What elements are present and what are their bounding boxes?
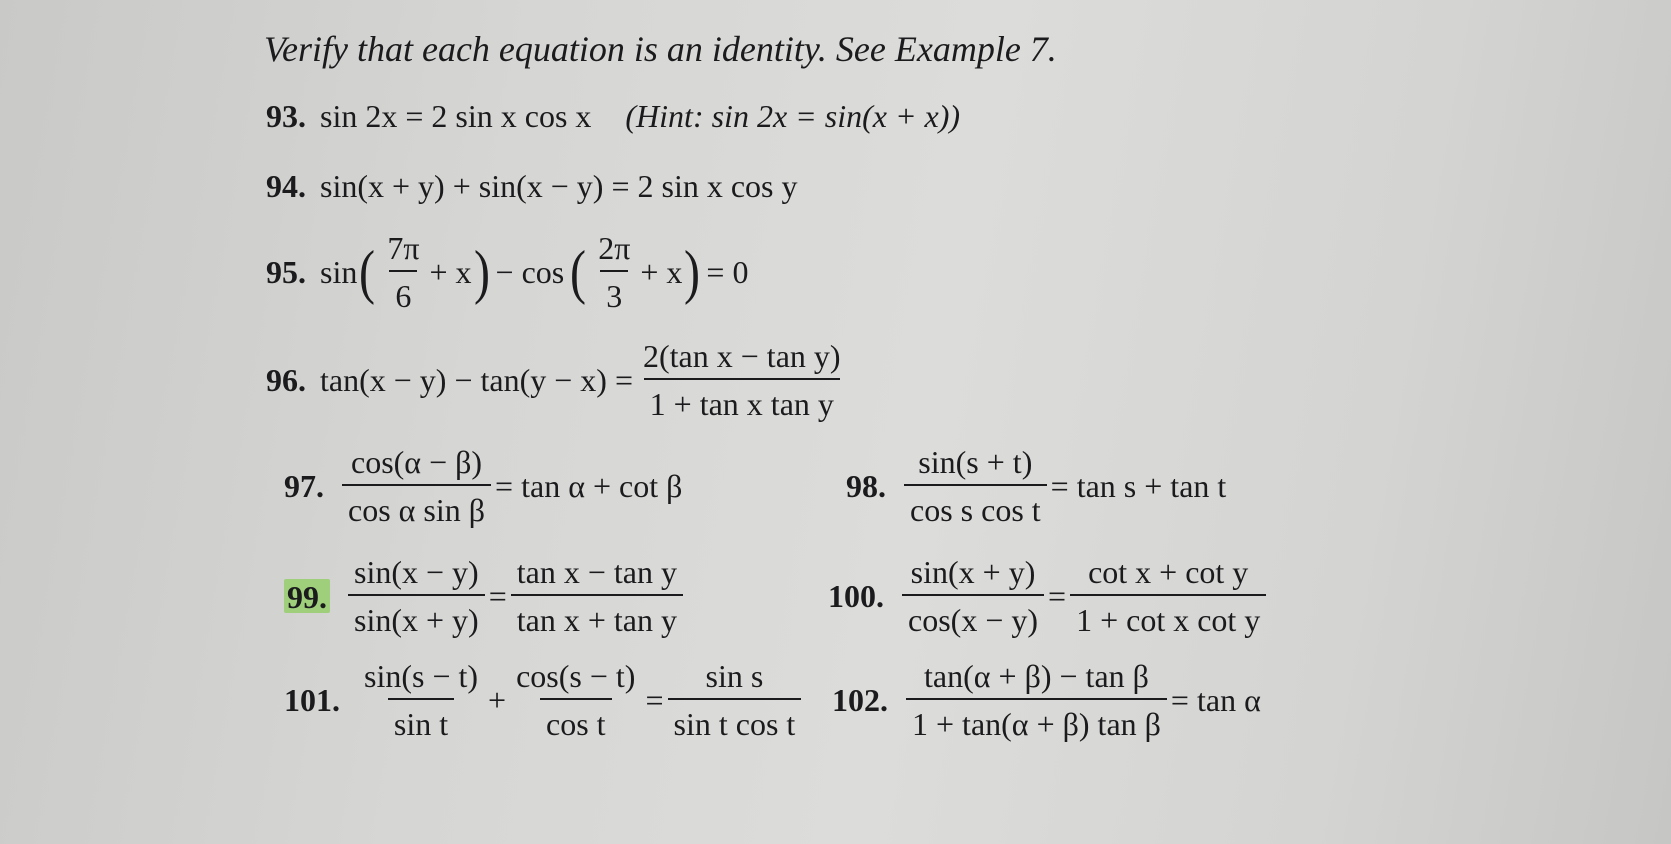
- denominator: cos α sin β: [342, 484, 491, 526]
- equals-sign: =: [488, 578, 507, 614]
- numerator: sin s: [705, 658, 764, 694]
- numerator: 7π: [387, 230, 420, 266]
- problem-number: 95.: [266, 254, 306, 290]
- equation-part: = tan α + cot β: [495, 468, 683, 504]
- numerator: cos(s − t): [516, 658, 636, 694]
- equation-part: − cos: [495, 254, 565, 290]
- instructions-heading: Verify that each equation is an identity. See Example 7.: [264, 29, 1057, 69]
- numerator: sin(x + y): [910, 554, 1036, 590]
- problem-95: [266, 232, 748, 312]
- fraction: [1070, 556, 1266, 636]
- fraction: [902, 556, 1044, 636]
- denominator: 1 + tan(α + β) tan β: [906, 698, 1167, 740]
- fraction: [904, 446, 1047, 526]
- fraction: [510, 660, 641, 740]
- denominator: cos s cos t: [904, 484, 1047, 526]
- fraction: [668, 660, 802, 740]
- equation-part: + x: [640, 254, 683, 290]
- problem-number: 97.: [284, 468, 324, 504]
- denominator: sin t: [388, 698, 454, 740]
- fraction: [342, 446, 491, 526]
- equation: sin(x + y) + sin(x − y) = 2 sin x cos y: [320, 168, 798, 204]
- left-paren: (: [359, 239, 376, 305]
- denominator: 1 + tan x tan y: [644, 378, 840, 420]
- problem-100: [828, 556, 1270, 636]
- denominator: 1 + cot x cot y: [1070, 594, 1266, 636]
- problem-number: 94.: [266, 168, 306, 204]
- problem-number: 101.: [284, 682, 340, 718]
- numerator: tan x − tan y: [516, 554, 677, 590]
- problem-99: [284, 556, 687, 636]
- problem-93: [266, 100, 960, 132]
- problem-94: [266, 170, 798, 202]
- numerator: sin(s − t): [364, 658, 479, 694]
- equation: sin 2x = 2 sin x cos x: [320, 98, 592, 134]
- problem-96: [266, 340, 851, 420]
- equation-part: + x: [429, 254, 472, 290]
- fraction: [592, 232, 636, 312]
- numerator: sin(s + t): [918, 444, 1033, 480]
- denominator: sin t cos t: [668, 698, 802, 740]
- equation-part: = tan s + tan t: [1050, 468, 1227, 504]
- problem-number: 93.: [266, 98, 306, 134]
- fraction: [511, 556, 683, 636]
- fraction: [348, 556, 485, 636]
- numerator: cos(α − β): [350, 444, 483, 480]
- problem-101: [284, 660, 805, 740]
- left-paren: (: [570, 239, 587, 305]
- problem-number: 100.: [828, 578, 884, 614]
- problem-number: 96.: [266, 362, 306, 398]
- hint: (Hint: sin 2x = sin(x + x)): [625, 98, 961, 134]
- problem-98: [846, 446, 1226, 526]
- denominator: 6: [389, 270, 417, 312]
- denominator: sin(x + y): [348, 594, 485, 636]
- denominator: tan x + tan y: [511, 594, 683, 636]
- equals-sign: =: [1048, 578, 1067, 614]
- numerator: cot x + cot y: [1088, 554, 1249, 590]
- denominator: 3: [600, 270, 628, 312]
- equation-part: = tan α: [1170, 682, 1261, 718]
- denominator: cos t: [540, 698, 612, 740]
- problem-number-highlighted: 99.: [284, 579, 330, 613]
- right-paren: ): [684, 239, 701, 305]
- denominator: cos(x − y): [902, 594, 1044, 636]
- equation-part: tan(x − y) − tan(y − x) =: [320, 362, 633, 398]
- equation-part: = 0: [706, 254, 749, 290]
- fraction: [381, 232, 425, 312]
- numerator: 2(tan x − tan y): [643, 338, 841, 374]
- equals-sign: =: [645, 682, 664, 718]
- problem-number: 98.: [846, 468, 886, 504]
- fraction: [906, 660, 1167, 740]
- plus-sign: +: [488, 682, 507, 718]
- equation-part: sin: [320, 254, 358, 290]
- numerator: 2π: [598, 230, 631, 266]
- problem-97: [284, 446, 682, 526]
- fraction: [637, 340, 847, 420]
- fraction: [358, 660, 484, 740]
- right-paren: ): [473, 239, 490, 305]
- numerator: tan(α + β) − tan β: [924, 658, 1149, 694]
- problem-number: 102.: [832, 682, 888, 718]
- numerator: sin(x − y): [354, 554, 479, 590]
- problem-102: [832, 660, 1261, 740]
